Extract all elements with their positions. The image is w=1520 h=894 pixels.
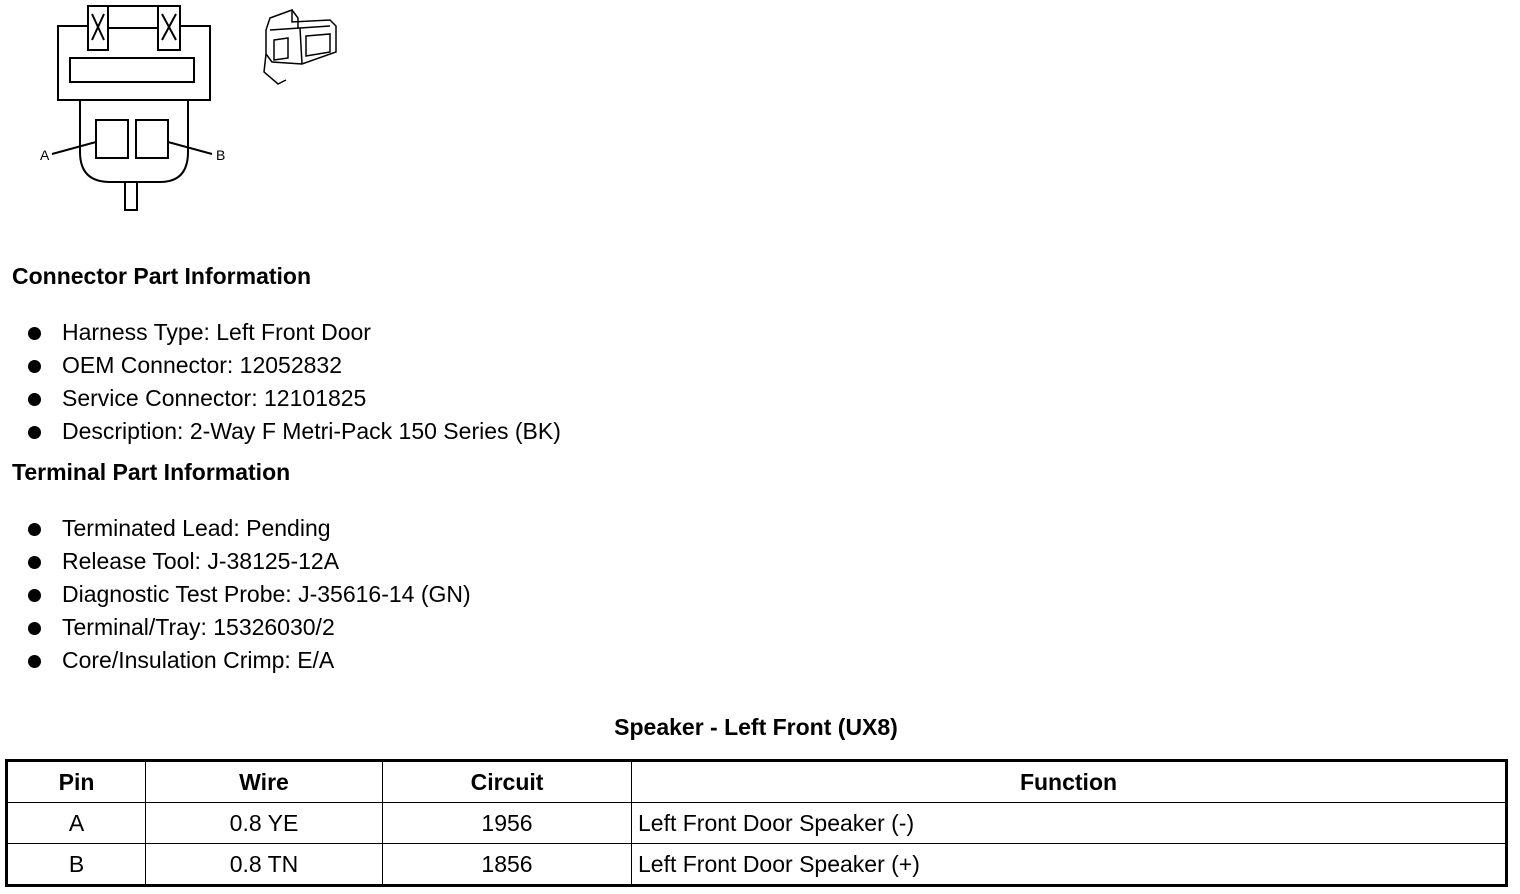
cell-wire: 0.8 TN — [146, 844, 383, 886]
list-item: Service Connector: 12101825 — [28, 382, 561, 415]
connector-part-info-list — [28, 316, 561, 448]
terminal-part-info-list — [28, 512, 471, 677]
connector-part-info-heading: Connector Part Information — [12, 263, 312, 289]
cell-pin: B — [7, 844, 146, 886]
svg-text:A: A — [40, 147, 50, 163]
terminal-part-info-heading: Terminal Part Information — [12, 459, 291, 485]
pin-label-a — [40, 147, 50, 163]
bullet-icon — [28, 622, 41, 635]
cell-circuit: 1856 — [383, 844, 632, 886]
header-circuit: Circuit — [383, 761, 632, 803]
cell-pin: A — [7, 803, 146, 844]
pin-label-b — [216, 147, 225, 163]
header-wire: Wire — [146, 761, 383, 803]
cell-function: Left Front Door Speaker (+) — [632, 844, 1507, 886]
list-item: Core/Insulation Crimp: E/A — [28, 644, 471, 677]
list-item: Description: 2-Way F Metri-Pack 150 Series (BK) — [28, 415, 561, 448]
bullet-icon — [28, 393, 41, 406]
list-item: Release Tool: J-38125-12A — [28, 545, 471, 578]
pin-table — [5, 759, 1508, 887]
bullet-icon — [28, 655, 41, 668]
connector-isometric-icon — [264, 10, 336, 84]
header-pin: Pin — [7, 761, 146, 803]
bullet-icon — [28, 360, 41, 373]
pin-table-title: Speaker - Left Front (UX8) — [614, 714, 898, 740]
list-item: OEM Connector: 12052832 — [28, 349, 561, 382]
list-item: Diagnostic Test Probe: J-35616-14 (GN) — [28, 578, 471, 611]
cell-wire: 0.8 YE — [146, 803, 383, 844]
svg-text:B: B — [216, 147, 226, 163]
table-row — [7, 844, 1507, 886]
cell-circuit: 1956 — [383, 803, 632, 844]
table-header-row — [7, 761, 1507, 803]
connector-face-diagram — [30, 0, 360, 220]
list-item: Terminated Lead: Pending — [28, 512, 471, 545]
list-item: Harness Type: Left Front Door — [28, 316, 561, 349]
cell-function: Left Front Door Speaker (-) — [632, 803, 1507, 844]
bullet-icon — [28, 426, 41, 439]
list-item: Terminal/Tray: 15326030/2 — [28, 611, 471, 644]
bullet-icon — [28, 327, 41, 340]
bullet-icon — [28, 523, 41, 536]
bullet-icon — [28, 589, 41, 602]
bullet-icon — [28, 556, 41, 569]
table-row — [7, 803, 1507, 844]
header-function: Function — [632, 761, 1507, 803]
